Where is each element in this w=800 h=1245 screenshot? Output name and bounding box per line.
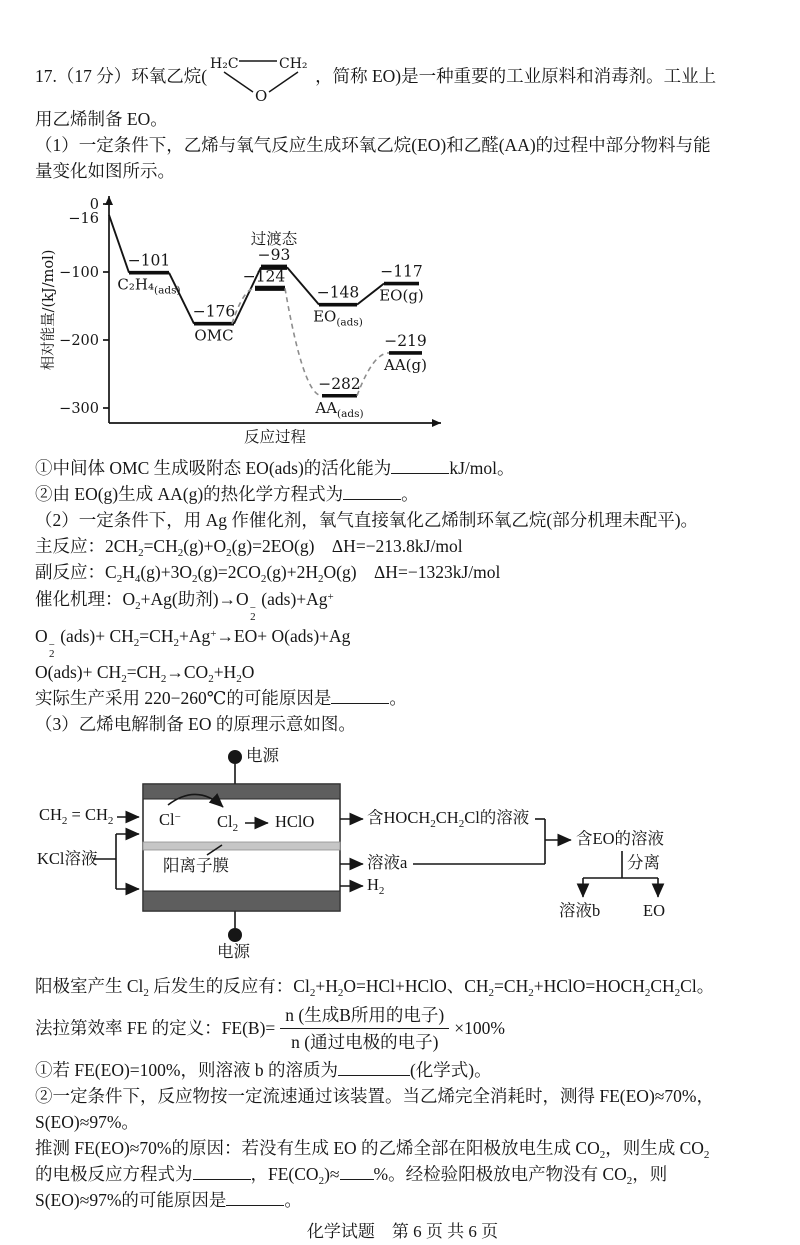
membrane-label: 阳离子膜: [163, 856, 229, 875]
svg-text:过渡态: 过渡态: [250, 230, 298, 249]
faraday-pre: 法拉第效率 FE 的定义：FE(B)=: [35, 1018, 276, 1038]
q3-item1-line: ①若 FE(EO)=100%，则溶液 b 的溶质为 (化学式)。: [35, 1060, 492, 1080]
catalysis-line-3: $O(ads)+ CH_2=CH_2\to CO_2+H_2O$: [35, 662, 255, 685]
power-terminal-top-icon: [228, 750, 242, 764]
epoxide-oxygen: O: [255, 87, 268, 102]
part1-line-2: 量变化如图所示。: [35, 161, 175, 181]
epoxide-left-group: H₂C: [210, 56, 239, 72]
part2-line: （2）一定条件下，用 Ag 作催化剂，氧气直接氧化乙烯制环氧乙烷(部分机理未配平)。: [35, 510, 699, 530]
svg-text:−176: −176: [192, 302, 236, 321]
bottom-electrode: [143, 891, 340, 911]
svg-text:反应过程: 反应过程: [243, 428, 307, 446]
top-electrode: [143, 784, 340, 799]
q1-blank1-line: ①中间体 OMC 生成吸附态 EO(ads)的活化能为 kJ/mol。: [35, 458, 515, 478]
svg-text:EO(ads): $EO_{(ads)}$: [313, 307, 363, 329]
eo-solution-label: 含EO的溶液: [576, 829, 664, 848]
main-reaction-line: 主反应：$2CH_2=CH_2(g)+O_2(g)=2EO(g)$ ΔH=−213.8kJ/mol: [35, 536, 463, 559]
power-top-label: 电源: [246, 746, 279, 765]
faraday-numerator: n (生成B所用的电子): [280, 1003, 449, 1029]
question-intro-line: [35, 46, 770, 106]
question-intro-post: ，简称 EO)是一种重要的工业原料和消毒剂。工业上: [315, 66, 717, 86]
svg-text:OMC: OMC: [194, 326, 234, 345]
q3-item3-line-2: 的电极反应方程式为 ，$FE(CO_2)\approx$ %。经检验阳极放电产物没有 $CO_2$，则: [35, 1164, 668, 1187]
svg-text:相对能量/(kJ/mol): 相对能量/(kJ/mol): [41, 249, 57, 371]
epoxide-right-group: CH₂: [279, 56, 308, 72]
q3-item2-line-2: S(EO)≈97%。: [35, 1112, 139, 1132]
svg-text:AA(ads): $AA_{(ads)}$: [315, 398, 364, 420]
eo-product-label: EO: [643, 901, 665, 920]
cation-membrane: [143, 842, 340, 850]
faraday-definition-row: [35, 999, 770, 1057]
q3-item3-line-3: S(EO)≈97%的可能原因是 。: [35, 1190, 302, 1210]
page-footer: 化学试题 第 6 页 共 6 页: [306, 1222, 499, 1241]
energy-diagram: [39, 186, 770, 453]
part1-line-1: （1）一定条件下，乙烯与氧气反应生成环氧乙烷(EO)和乙醛(AA)的过程中部分物料与能: [35, 135, 711, 155]
catalysis-line-2: O − 2 $(ads)+ CH_2=CH_2+Ag^+\to EO+ O(ads)+Ag$: [35, 626, 351, 660]
q1-blank2-line: ②由 EO(g)生成 AA(g)的热化学方程式为 。: [35, 484, 419, 504]
hclo-label: HClO: [275, 812, 315, 831]
faraday-fraction: [280, 1003, 449, 1054]
svg-text:−282: −282: [318, 374, 361, 393]
svg-text:−124: −124: [242, 267, 286, 286]
temperature-reason-line: 实际生产采用 220−260℃的可能原因是 。: [35, 688, 407, 708]
svg-text:−16: −16: [68, 210, 99, 227]
catalysis-line-1: 催化机理：$O_2+Ag$(助剂)→O − 2 (ads)+Ag+: [35, 589, 334, 623]
epoxide-structure: [209, 50, 313, 102]
part3-line: （3）乙烯电解制备 EO 的原理示意如图。: [35, 714, 356, 734]
q3-item2-line-1: ②一定条件下，反应物按一定流速通过该装置。当乙烯完全消耗时，测得 FE(EO)≈70%，: [35, 1086, 714, 1106]
chloride-ion-label: Cl−: [159, 810, 181, 829]
ethylene-feed-label: $CH_2 = CH_2$: [39, 805, 114, 827]
svg-text:−101: −101: [127, 251, 171, 270]
cl2-label: $Cl_2$: [217, 812, 239, 834]
svg-text:−100: −100: [59, 265, 99, 281]
separate-label: 分离: [627, 853, 660, 872]
energy-diagram-svg: [39, 186, 454, 446]
svg-text:AA(g): AA(g): [384, 355, 427, 374]
power-bottom-label: 电源: [217, 942, 250, 961]
svg-text:EO(g): EO(g): [379, 286, 424, 305]
h2-output-label: $H_2$: [367, 875, 385, 897]
solution-b-label: 溶液b: [559, 901, 601, 920]
faraday-post: ×100%: [454, 1018, 505, 1038]
svg-text:−219: −219: [384, 331, 427, 350]
question-intro-pre: 17.（17 分）环氧乙烷(: [35, 66, 208, 86]
anode-reactions-line: 阳极室产生 $Cl_2$ 后发生的反应有：$Cl_2+H_2O=HCl+HClO$、$CH_2=CH_2+HClO=HOCH_2CH_2Cl$。: [35, 976, 715, 999]
solution-a-label: 溶液a: [367, 853, 408, 872]
intro-line-2: 用乙烯制备 EO。: [35, 109, 168, 129]
svg-text:−148: −148: [316, 283, 360, 302]
electrolysis-diagram: [35, 739, 775, 971]
svg-text:−300: −300: [59, 401, 99, 417]
q3-item3-line-1: 推测 FE(EO)≈70%的原因：若没有生成 EO 的乙烯全部在阳极放电生成 $CO_2$，则生成 $CO_2$: [35, 1138, 710, 1161]
svg-text:−200: −200: [59, 333, 99, 349]
svg-text:0: 0: [89, 197, 99, 213]
faraday-denominator: n (通过电极的电子): [291, 1031, 439, 1052]
kcl-feed-label: KCl溶液: [37, 849, 98, 868]
svg-text:−117: −117: [380, 262, 423, 281]
power-terminal-bottom-icon: [228, 928, 242, 942]
side-reaction-line: 副反应：$C_2H_4(g)+3O_2(g)=2CO_2(g)+2H_2O(g)$ ΔH=−1323kJ/mol: [35, 562, 501, 585]
svg-text:−93: −93: [257, 246, 291, 265]
chlorohydrin-output-label: 含$HOCH_2CH_2Cl$的溶液: [367, 808, 530, 830]
svg-text:C₂H₄(ads): $C_2H_4_{(ads)}$: [117, 275, 181, 297]
